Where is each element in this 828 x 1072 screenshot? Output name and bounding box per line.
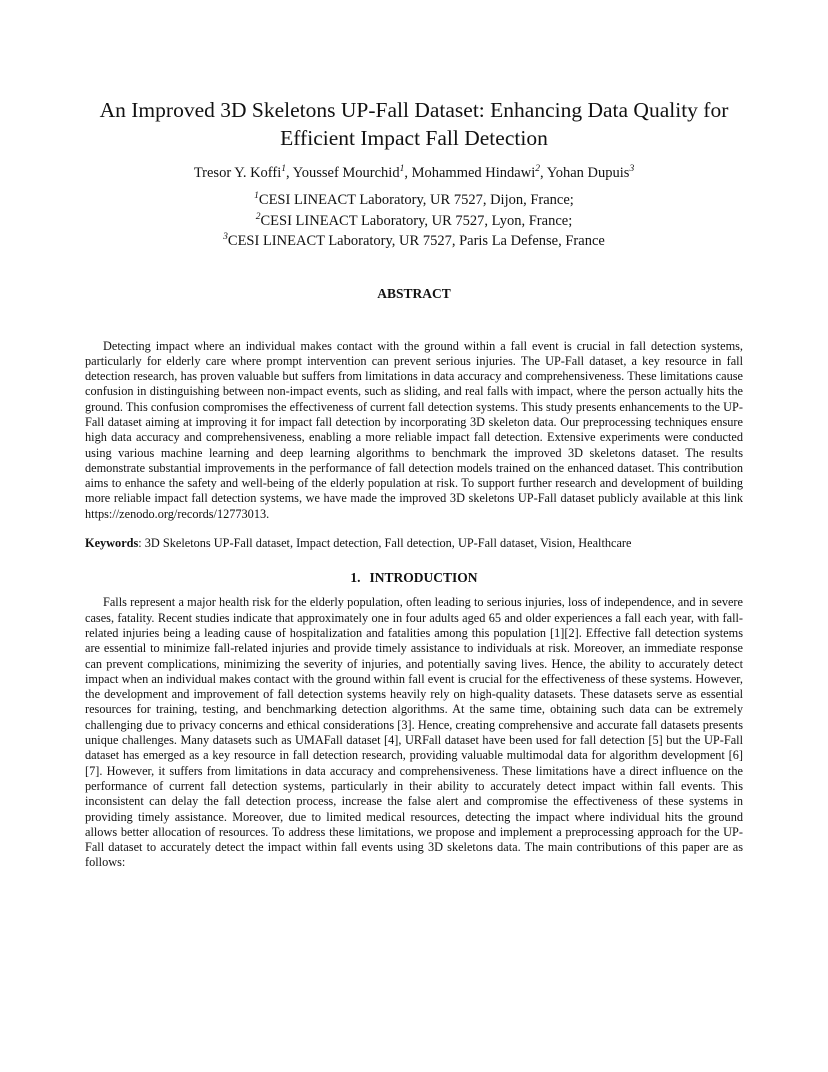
author: Mohammed Hindawi$^2$, bbox=[411, 164, 547, 181]
introduction-text: Falls represent a major health risk for the elderly population, often leading to serious injuries, loss of independence, and in severe cases, fatality. Recent studies indicate that approximately one in four adults aged 65 and older experiences a fall each year, with fall-related injuries being a leading cause of hospitalization and fatalities among this population [1][2]. Effective fall detection systems are essential to minimize fall-related injuries and provide timely assistance to individuals at risk. Moreover, an immediate response can prevent complications, minimizing the severity of injuries, and potentially saving lives. Hence, the ability to accurately detect impact when an individual makes contact with the ground within fall event is crucial for the effectiveness of these systems. However, the development and improvement of fall detection systems heavily rely on high-quality datasets. These datasets serve as essential resources for training, testing, and benchmarking detection algorithms. At the same time, obtaining such data can be extremely challenging due to privacy concerns and ethical considerations [3]. Hence, creating comprehensive and accurate fall datasets presents unique challenges. Many datasets such as UMAFall dataset [4], URFall dataset have been used for fall detection [5] but the UP-Fall dataset has emerged as a key resource in fall detection research, providing valuable multimodal data for algorithm development [6] [7]. However, it suffers from limitations in data accuracy and comprehensiveness. These limitations have a direct influence on the performance of current fall detection systems, particularly in their ability to accurately detect impact within fall events. This inconsistent can delay the fall detection process, increase the false alert and compromise the effectiveness of these systems in providing timely assistance. Moreover, due to limited medical resources, detecting the impact where individual hits the ground allows better allocation of resources. To address these limitations, we propose and implement a preprocessing approach for the UP-Fall dataset to accurately detect the impact within fall events using 3D skeletons data. The main contributions of this paper are as follows: bbox=[85, 595, 743, 870]
keywords-text: : 3D Skeletons UP-Fall dataset, Impact detection, Fall detection, UP-Fall dataset, Vision, Healthcare bbox=[138, 536, 632, 551]
keywords-line bbox=[85, 536, 743, 551]
section-title: INTRODUCTION bbox=[369, 570, 478, 586]
section-number: 1. bbox=[350, 570, 361, 586]
keywords-label: Keywords bbox=[85, 536, 139, 551]
paper-title: An Improved 3D Skeletons UP-Fall Dataset: Enhancing Data Quality for Efficient Impact Fall Detection bbox=[99, 98, 729, 150]
author: Tresor Y. Koffi$^1$, bbox=[193, 164, 293, 181]
affiliation-list bbox=[85, 190, 743, 252]
abstract-heading: ABSTRACT bbox=[377, 285, 451, 301]
affiliation: $^1$CESI LINEACT Laboratory, UR 7527, Dijon, France; bbox=[254, 191, 574, 208]
author-list bbox=[85, 164, 743, 182]
section-heading-introduction bbox=[85, 570, 743, 586]
affiliation: $^3$CESI LINEACT Laboratory, UR 7527, Paris La Defense, France bbox=[223, 232, 605, 249]
abstract-text: Detecting impact where an individual makes contact with the ground within a fall event is crucial in fall detection systems, particularly for elderly care where prompt intervention can prevent serious injuries. The UP-Fall dataset, a key resource in fall detection research, has proven valuable but suffers from limitations in data accuracy and comprehensiveness. These limitations cause confusion in distinguishing between non-impact events, such as sliding, and real falls with impact, where the person actually hits the ground. This confusion compromises the effectiveness of current fall detection systems. This study presents enhancements to the UP-Fall dataset aiming at improving it for impact fall detection by incorporating 3D skeleton data. Our preprocessing techniques ensure high data accuracy and comprehensiveness, enabling a more reliable impact fall detection. Extensive experiments were conducted using various machine learning and deep learning algorithms to benchmark the improved 3D skeletons dataset. The results demonstrate substantial improvements in the performance of fall detection models trained on the enhanced dataset. This contribution aims to enhance the safety and well-being of the elderly population at risk. To support further research and development of building more reliable impact fall detection systems, we have made the improved 3D skeletons UP-Fall dataset publicly available at this link https://zenodo.org/records/12773013. bbox=[85, 338, 743, 521]
affiliation: $^2$CESI LINEACT Laboratory, UR 7527, Lyon, France; bbox=[255, 211, 573, 229]
author: Youssef Mourchid$^1$, bbox=[292, 164, 412, 181]
author: Yohan Dupuis$^3$ bbox=[546, 164, 635, 181]
